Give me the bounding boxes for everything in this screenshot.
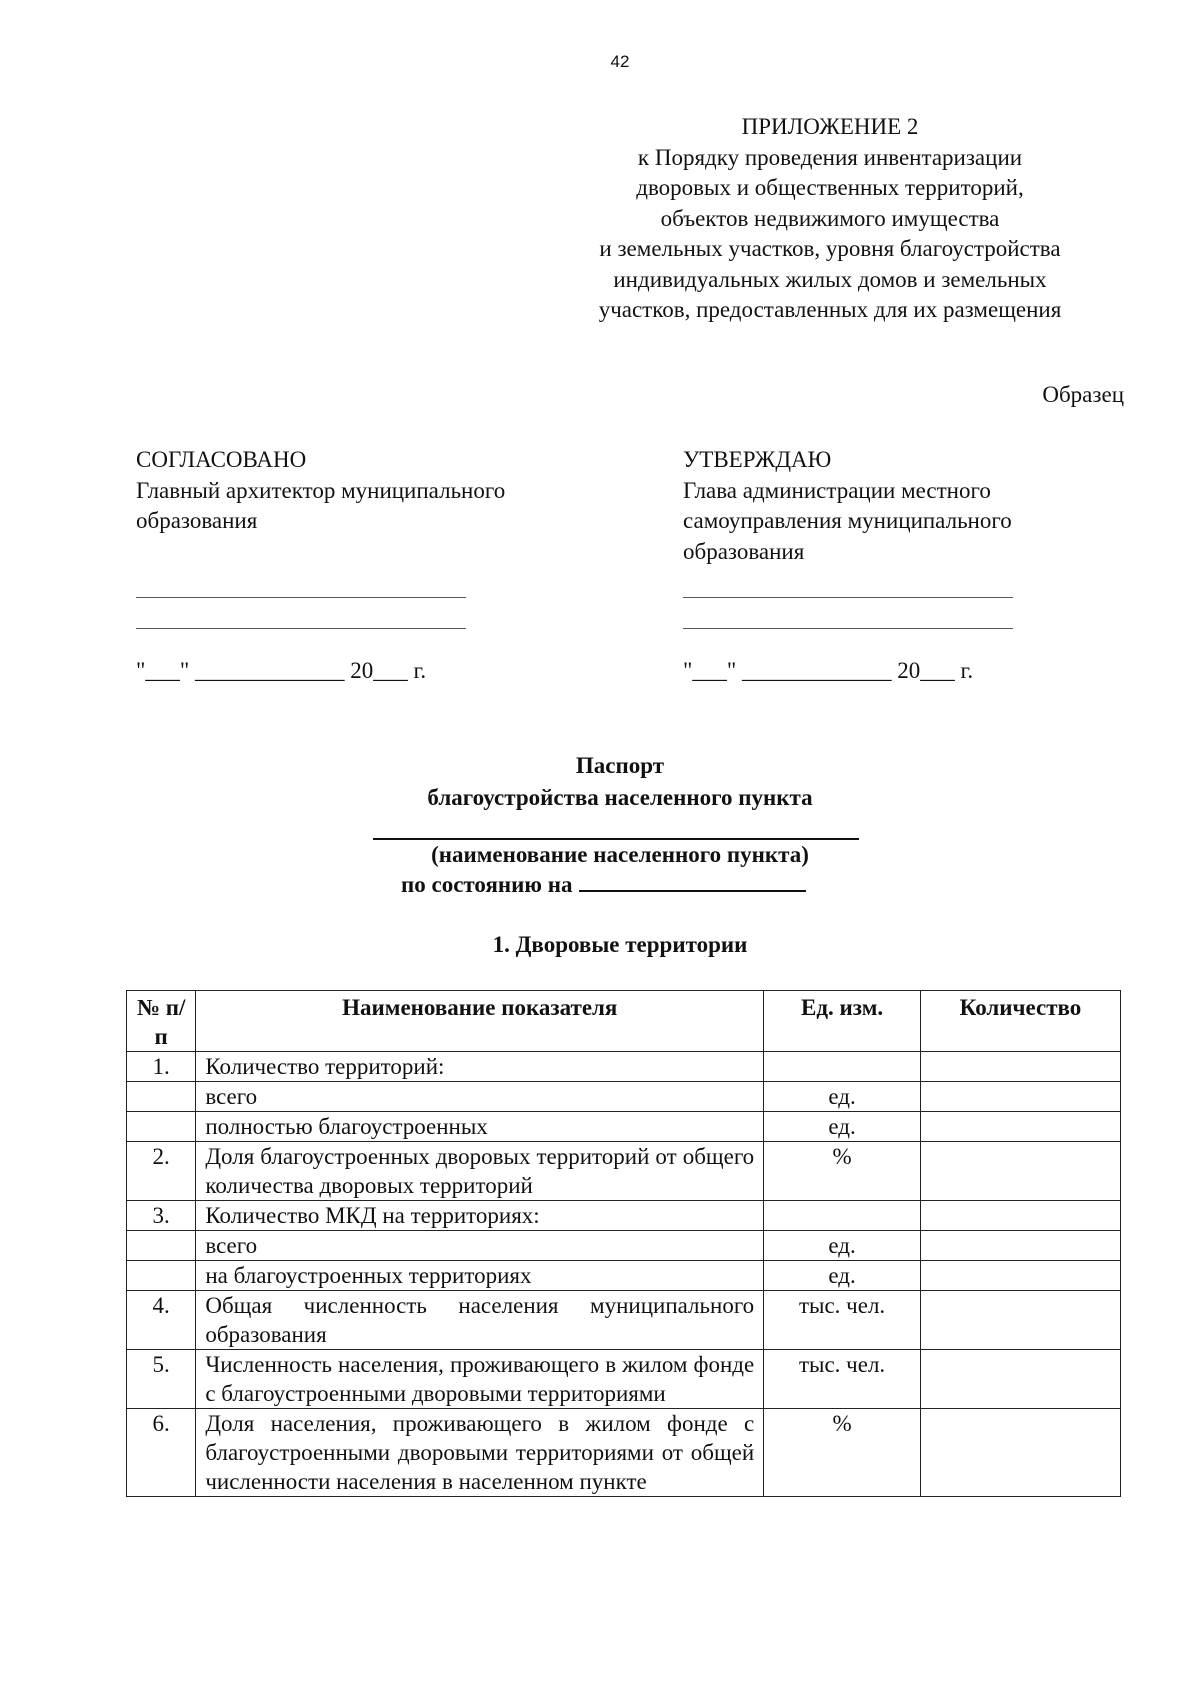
approved-position-line: Глава администрации местного bbox=[683, 477, 991, 503]
row-quantity bbox=[920, 1142, 1120, 1201]
row-number bbox=[127, 1082, 196, 1112]
row-quantity bbox=[920, 1261, 1120, 1291]
appendix-line: и земельных участков, уровня благоустройства bbox=[599, 236, 1061, 261]
appendix-line: объектов недвижимого имущества bbox=[660, 205, 1000, 231]
table-row bbox=[127, 1142, 1121, 1201]
table-row bbox=[127, 1231, 1121, 1261]
row-number bbox=[127, 1231, 196, 1261]
agreed-signature-line bbox=[136, 597, 466, 598]
agreed-position-line: образования bbox=[136, 508, 258, 533]
row-quantity bbox=[920, 1231, 1120, 1261]
row-number: 1. bbox=[127, 1052, 196, 1082]
row-indicator: Количество МКД на территориях: bbox=[196, 1201, 764, 1231]
row-indicator: Доля населения, проживающего в жилом фонде с благоустроенными дворовыми территориями от общей численности населения в населенном пункте bbox=[196, 1409, 764, 1497]
row-quantity bbox=[920, 1052, 1120, 1082]
row-indicator: на благоустроенных территориях bbox=[196, 1261, 764, 1291]
state-date-label: по состоянию на bbox=[401, 872, 573, 897]
section-title: 1. Дворовые территории bbox=[492, 932, 748, 957]
row-number bbox=[127, 1261, 196, 1291]
row-quantity bbox=[920, 1409, 1120, 1497]
table-row bbox=[127, 1082, 1121, 1112]
settlement-name-caption: (наименование населенного пункта) bbox=[431, 842, 809, 867]
appendix-header bbox=[550, 112, 1110, 326]
row-unit bbox=[764, 1201, 921, 1231]
approved-block bbox=[683, 445, 1143, 567]
row-unit: ед. bbox=[764, 1261, 921, 1291]
state-date-line bbox=[401, 872, 806, 898]
table-header-row bbox=[127, 991, 1121, 1052]
passport-title-block bbox=[0, 750, 1200, 814]
approved-position-line: самоуправления муниципального bbox=[683, 508, 1012, 533]
row-number: 3. bbox=[127, 1201, 196, 1231]
appendix-line: к Порядку проведения инвентаризации bbox=[637, 144, 1023, 170]
appendix-line: дворовых и общественных территорий, bbox=[636, 175, 1024, 200]
row-indicator: Общая численность населения муниципального образования bbox=[196, 1291, 764, 1350]
row-number: 5. bbox=[127, 1350, 196, 1409]
passport-subtitle: благоустройства населенного пункта bbox=[427, 785, 813, 810]
approved-position-line: образования bbox=[683, 538, 805, 564]
table-row bbox=[127, 1350, 1121, 1409]
row-unit bbox=[764, 1052, 921, 1082]
table-row bbox=[127, 1112, 1121, 1142]
row-quantity bbox=[920, 1112, 1120, 1142]
row-indicator: полностью благоустроенных bbox=[196, 1112, 764, 1142]
row-unit: ед. bbox=[764, 1231, 921, 1261]
agreed-heading: СОГЛАСОВАНО bbox=[136, 447, 307, 472]
state-date-blank bbox=[579, 872, 806, 892]
approved-signature-line bbox=[683, 597, 1013, 598]
agreed-block bbox=[136, 445, 596, 537]
appendix-title: ПРИЛОЖЕНИЕ 2 bbox=[741, 114, 919, 139]
table-row bbox=[127, 1201, 1121, 1231]
row-indicator: Численность населения, проживающего в жилом фонде с благоустроенными дворовыми территориями bbox=[196, 1350, 764, 1409]
row-quantity bbox=[920, 1350, 1120, 1409]
row-indicator: Количество территорий: bbox=[196, 1052, 764, 1082]
row-unit: тыс. чел. bbox=[764, 1350, 921, 1409]
row-quantity bbox=[920, 1082, 1120, 1112]
indicators-table bbox=[126, 990, 1121, 1497]
row-unit: % bbox=[764, 1409, 921, 1497]
row-quantity bbox=[920, 1201, 1120, 1231]
sample-label: Образец bbox=[1042, 382, 1124, 407]
agreed-position-line: Главный архитектор муниципального bbox=[136, 477, 506, 503]
row-quantity bbox=[920, 1291, 1120, 1350]
row-number: 6. bbox=[127, 1409, 196, 1497]
row-number: 2. bbox=[127, 1142, 196, 1201]
row-unit: тыс. чел. bbox=[764, 1291, 921, 1350]
row-number: 4. bbox=[127, 1291, 196, 1350]
row-unit: ед. bbox=[764, 1082, 921, 1112]
appendix-line: индивидуальных жилых домов и земельных bbox=[613, 266, 1047, 292]
row-indicator: Доля благоустроенных дворовых территорий от общего количества дворовых территорий bbox=[196, 1142, 764, 1201]
approved-heading: УТВЕРЖДАЮ bbox=[683, 447, 832, 472]
page-number: 42 bbox=[610, 52, 630, 71]
appendix-line: участков, предоставленных для их размещения bbox=[598, 297, 1062, 322]
column-header-quantity: Количество bbox=[920, 991, 1120, 1052]
table-row bbox=[127, 1409, 1121, 1497]
table-row bbox=[127, 1261, 1121, 1291]
table-row bbox=[127, 1291, 1121, 1350]
passport-title: Паспорт bbox=[575, 753, 665, 778]
row-indicator: всего bbox=[196, 1082, 764, 1112]
approved-date: "___" _____________ 20___ г. bbox=[683, 658, 974, 683]
row-indicator: всего bbox=[196, 1231, 764, 1261]
approved-name-line bbox=[683, 628, 1013, 629]
row-number bbox=[127, 1112, 196, 1142]
row-unit: ед. bbox=[764, 1112, 921, 1142]
row-unit: % bbox=[764, 1142, 921, 1201]
column-header-indicator: Наименование показателя bbox=[196, 991, 764, 1052]
settlement-name-line bbox=[373, 838, 859, 840]
column-header-unit: Ед. изм. bbox=[764, 991, 921, 1052]
column-header-number: № п/п bbox=[127, 991, 196, 1052]
table-row bbox=[127, 1052, 1121, 1082]
agreed-date: "___" _____________ 20___ г. bbox=[136, 658, 427, 683]
agreed-name-line bbox=[136, 628, 466, 629]
